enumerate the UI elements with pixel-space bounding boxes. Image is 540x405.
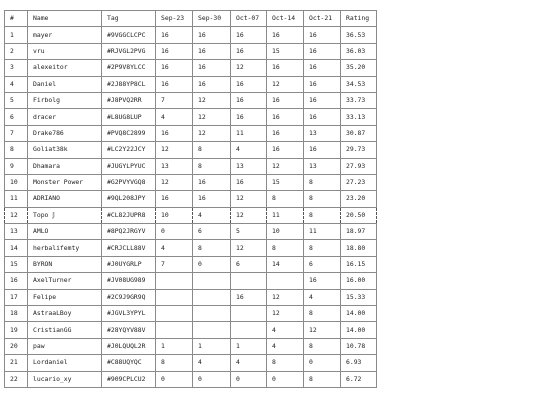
cell-name: lucario_xy — [28, 371, 102, 387]
cell-name: AxelTurner — [28, 273, 102, 289]
cell-tag: #2J88YP8CL — [102, 76, 156, 92]
cell-name: Firbolg — [28, 92, 102, 108]
cell-oct-21: 12 — [304, 322, 341, 338]
table-row — [5, 191, 377, 207]
cell-oct-14 — [267, 273, 304, 289]
cell-oct-14: 10 — [267, 224, 304, 240]
cell-sep-30 — [193, 306, 231, 322]
table-row — [5, 306, 377, 322]
cell-name: Drake786 — [28, 125, 102, 141]
cell-rating: 14.00 — [341, 322, 377, 338]
table-row — [5, 355, 377, 371]
table-row — [5, 240, 377, 256]
cell-name: Felipe — [28, 289, 102, 305]
cell-sep-30: 4 — [193, 207, 231, 223]
cell-tag: #909CPLCU2 — [102, 371, 156, 387]
cell-rating: 23.20 — [341, 191, 377, 207]
cell-oct-21: 0 — [304, 355, 341, 371]
cell-tag: #J0LQUQL2R — [102, 338, 156, 354]
cell-oct-21: 16 — [304, 43, 341, 59]
cell-name: BYRON — [28, 256, 102, 272]
cell-rating: 29.73 — [341, 142, 377, 158]
header-name: Name — [28, 11, 102, 27]
cell-sep-23: 4 — [156, 240, 193, 256]
cell-tag: #JUGYLPYUC — [102, 158, 156, 174]
cell-tag: #JV08UG989 — [102, 273, 156, 289]
cell-name: Lordaniel — [28, 355, 102, 371]
cell-oct-14: 16 — [267, 60, 304, 76]
cell-oct-21: 16 — [304, 76, 341, 92]
cell-rating: 15.33 — [341, 289, 377, 305]
cell-sep-30: 8 — [193, 142, 231, 158]
cell-tag: #9VGGCLCPC — [102, 27, 156, 43]
cell-sep-23: 7 — [156, 256, 193, 272]
table-row — [5, 273, 377, 289]
cell-rating: 10.78 — [341, 338, 377, 354]
cell-oct-14: 12 — [267, 289, 304, 305]
cell-oct-07: 4 — [231, 355, 267, 371]
cell-oct-07: 16 — [231, 109, 267, 125]
cell-oct-21: 6 — [304, 256, 341, 272]
cell-oct-14: 15 — [267, 43, 304, 59]
cell-sep-23 — [156, 273, 193, 289]
cell-oct-14: 8 — [267, 355, 304, 371]
cell-rating: 16.15 — [341, 256, 377, 272]
cell-tag: #L8UG8LUP — [102, 109, 156, 125]
leaderboard-table — [4, 10, 377, 388]
cell-oct-14: 11 — [267, 207, 304, 223]
cell-oct-07: 11 — [231, 125, 267, 141]
table-row — [5, 92, 377, 108]
cell-rank: 18 — [5, 306, 28, 322]
cell-rank: 14 — [5, 240, 28, 256]
cell-name: Daniel — [28, 76, 102, 92]
cell-rating: 33.73 — [341, 92, 377, 108]
cell-sep-23: 16 — [156, 43, 193, 59]
cell-rating: 35.20 — [341, 60, 377, 76]
cell-tag: #J8PVQ2RR — [102, 92, 156, 108]
cell-oct-21: 13 — [304, 125, 341, 141]
cell-oct-07: 4 — [231, 142, 267, 158]
cell-sep-30: 16 — [193, 60, 231, 76]
table-body — [5, 27, 377, 388]
cell-rating: 27.93 — [341, 158, 377, 174]
cell-tag: #2P9V8YLCC — [102, 60, 156, 76]
cell-rating: 18.80 — [341, 240, 377, 256]
cell-sep-23: 4 — [156, 109, 193, 125]
table-row — [5, 338, 377, 354]
cell-oct-14: 12 — [267, 158, 304, 174]
cell-oct-21: 8 — [304, 240, 341, 256]
cell-rank: 1 — [5, 27, 28, 43]
cell-sep-30: 0 — [193, 371, 231, 387]
cell-rank: 8 — [5, 142, 28, 158]
cell-tag: #JGVL3YPYL — [102, 306, 156, 322]
cell-oct-07: 12 — [231, 240, 267, 256]
cell-sep-30: 0 — [193, 256, 231, 272]
cell-tag: #RJVGL2PVG — [102, 43, 156, 59]
cell-sep-23 — [156, 306, 193, 322]
cell-rank: 3 — [5, 60, 28, 76]
cell-sep-30: 16 — [193, 27, 231, 43]
cell-oct-07: 13 — [231, 158, 267, 174]
table-row — [5, 371, 377, 387]
cell-sep-23: 12 — [156, 174, 193, 190]
cell-tag: #9QL208JPY — [102, 191, 156, 207]
table-row — [5, 158, 377, 174]
header-rank: # — [5, 11, 28, 27]
cell-oct-14: 16 — [267, 92, 304, 108]
cell-sep-30: 1 — [193, 338, 231, 354]
cell-sep-30 — [193, 289, 231, 305]
cell-rank: 4 — [5, 76, 28, 92]
cell-sep-30 — [193, 273, 231, 289]
cell-sep-23: 12 — [156, 142, 193, 158]
cell-rank: 17 — [5, 289, 28, 305]
cell-sep-30: 12 — [193, 92, 231, 108]
cell-sep-30: 12 — [193, 125, 231, 141]
cell-sep-23: 13 — [156, 158, 193, 174]
cell-name: vru — [28, 43, 102, 59]
cell-oct-07: 16 — [231, 27, 267, 43]
cell-oct-07: 16 — [231, 76, 267, 92]
cell-oct-07 — [231, 273, 267, 289]
cell-sep-23: 0 — [156, 371, 193, 387]
cell-oct-14: 12 — [267, 306, 304, 322]
cell-tag: #G2PVYVGQ8 — [102, 174, 156, 190]
cell-sep-30: 6 — [193, 224, 231, 240]
header-tag: Tag — [102, 11, 156, 27]
table-row — [5, 125, 377, 141]
cell-rating: 6.72 — [341, 371, 377, 387]
cell-rank: 19 — [5, 322, 28, 338]
cell-oct-21: 16 — [304, 142, 341, 158]
cell-rank: 7 — [5, 125, 28, 141]
cell-sep-30: 12 — [193, 109, 231, 125]
cell-oct-21: 8 — [304, 371, 341, 387]
cell-oct-21: 4 — [304, 289, 341, 305]
cell-oct-21: 16 — [304, 92, 341, 108]
cell-name: Dhamara — [28, 158, 102, 174]
cell-oct-14: 15 — [267, 174, 304, 190]
cell-oct-21: 11 — [304, 224, 341, 240]
cell-rank: 15 — [5, 256, 28, 272]
table-row — [5, 289, 377, 305]
cell-rating: 16.00 — [341, 273, 377, 289]
cell-rating: 27.23 — [341, 174, 377, 190]
cell-oct-07: 16 — [231, 92, 267, 108]
cell-oct-21: 8 — [304, 174, 341, 190]
cell-rank: 11 — [5, 191, 28, 207]
cell-oct-14: 8 — [267, 191, 304, 207]
cell-name: Monster Power — [28, 174, 102, 190]
cell-name: Topo 𝕁 — [28, 207, 102, 223]
cell-sep-23 — [156, 289, 193, 305]
cell-rating: 20.50 — [341, 207, 377, 223]
cell-sep-30: 16 — [193, 43, 231, 59]
cell-oct-14: 16 — [267, 27, 304, 43]
cell-oct-07: 16 — [231, 289, 267, 305]
cell-name: herbalifemty — [28, 240, 102, 256]
cell-rank: 16 — [5, 273, 28, 289]
header-sep-23: Sep-23 — [156, 11, 193, 27]
cell-oct-21: 8 — [304, 338, 341, 354]
cell-oct-14: 0 — [267, 371, 304, 387]
cell-oct-21: 16 — [304, 273, 341, 289]
header-row — [5, 11, 377, 27]
header-oct-14: Oct-14 — [267, 11, 304, 27]
table-row — [5, 76, 377, 92]
cell-sep-23: 16 — [156, 60, 193, 76]
cell-name: alexeitor — [28, 60, 102, 76]
cell-rating: 36.53 — [341, 27, 377, 43]
cell-tag: #PVQ8C2899 — [102, 125, 156, 141]
cell-oct-14: 14 — [267, 256, 304, 272]
cell-oct-14: 4 — [267, 322, 304, 338]
table-row — [5, 224, 377, 240]
cell-name: dracer — [28, 109, 102, 125]
cell-name: Goliat38k — [28, 142, 102, 158]
table-row — [5, 43, 377, 59]
cell-sep-30: 4 — [193, 355, 231, 371]
cell-oct-14: 4 — [267, 338, 304, 354]
cell-tag: #CRJCLL88V — [102, 240, 156, 256]
cell-oct-14: 12 — [267, 76, 304, 92]
cell-rank: 21 — [5, 355, 28, 371]
cell-sep-30: 16 — [193, 76, 231, 92]
cell-rank: 6 — [5, 109, 28, 125]
cell-oct-07: 12 — [231, 207, 267, 223]
table-row — [5, 207, 377, 223]
cell-rank: 2 — [5, 43, 28, 59]
cell-tag: #LC2Y22JCY — [102, 142, 156, 158]
cell-oct-07: 16 — [231, 174, 267, 190]
cell-oct-07: 12 — [231, 60, 267, 76]
cell-tag: #28YQYV88V — [102, 322, 156, 338]
cell-oct-21: 16 — [304, 27, 341, 43]
cell-oct-07: 16 — [231, 43, 267, 59]
cell-sep-30: 16 — [193, 191, 231, 207]
cell-rank: 5 — [5, 92, 28, 108]
cell-oct-07: 5 — [231, 224, 267, 240]
cell-oct-21: 8 — [304, 207, 341, 223]
header-sep-30: Sep-30 — [193, 11, 231, 27]
cell-oct-14: 16 — [267, 142, 304, 158]
cell-oct-07: 12 — [231, 191, 267, 207]
cell-oct-21: 16 — [304, 60, 341, 76]
cell-rating: 36.03 — [341, 43, 377, 59]
cell-oct-07: 1 — [231, 338, 267, 354]
cell-oct-07: 0 — [231, 371, 267, 387]
leaderboard-sheet — [4, 10, 377, 388]
header-rating: Rating — [341, 11, 377, 27]
table-row — [5, 256, 377, 272]
cell-sep-23: 16 — [156, 76, 193, 92]
cell-rating: 14.00 — [341, 306, 377, 322]
cell-sep-23 — [156, 322, 193, 338]
cell-rating: 34.53 — [341, 76, 377, 92]
cell-name: CristianGG — [28, 322, 102, 338]
cell-rank: 12 — [5, 207, 28, 223]
cell-sep-23: 16 — [156, 27, 193, 43]
cell-rank: 20 — [5, 338, 28, 354]
cell-rating: 30.87 — [341, 125, 377, 141]
cell-sep-23: 8 — [156, 355, 193, 371]
table-row — [5, 142, 377, 158]
table-row — [5, 109, 377, 125]
cell-sep-23: 0 — [156, 224, 193, 240]
cell-oct-14: 16 — [267, 125, 304, 141]
cell-name: mayer — [28, 27, 102, 43]
cell-rank: 10 — [5, 174, 28, 190]
cell-sep-30 — [193, 322, 231, 338]
cell-name: AMLO — [28, 224, 102, 240]
table-row — [5, 174, 377, 190]
table-row — [5, 27, 377, 43]
cell-oct-21: 13 — [304, 158, 341, 174]
cell-oct-14: 8 — [267, 240, 304, 256]
cell-tag: #CL82JUPR8 — [102, 207, 156, 223]
cell-sep-23: 16 — [156, 191, 193, 207]
cell-sep-30: 8 — [193, 240, 231, 256]
header-oct-07: Oct-07 — [231, 11, 267, 27]
cell-name: paw — [28, 338, 102, 354]
cell-tag: #8PQ2JRGYV — [102, 224, 156, 240]
cell-tag: #C88UQYQC — [102, 355, 156, 371]
cell-oct-21: 8 — [304, 191, 341, 207]
cell-oct-07: 6 — [231, 256, 267, 272]
cell-oct-21: 16 — [304, 109, 341, 125]
cell-sep-30: 8 — [193, 158, 231, 174]
header-oct-21: Oct-21 — [304, 11, 341, 27]
cell-oct-07 — [231, 306, 267, 322]
cell-oct-21: 8 — [304, 306, 341, 322]
cell-rank: 13 — [5, 224, 28, 240]
cell-rating: 6.93 — [341, 355, 377, 371]
cell-sep-23: 10 — [156, 207, 193, 223]
cell-sep-23: 16 — [156, 125, 193, 141]
cell-oct-07 — [231, 322, 267, 338]
cell-tag: #2C9J9GR9Q — [102, 289, 156, 305]
cell-rank: 9 — [5, 158, 28, 174]
cell-rank: 22 — [5, 371, 28, 387]
cell-rating: 33.13 — [341, 109, 377, 125]
cell-tag: #J0UYGRLP — [102, 256, 156, 272]
cell-sep-23: 1 — [156, 338, 193, 354]
table-row — [5, 322, 377, 338]
cell-sep-30: 16 — [193, 174, 231, 190]
cell-rating: 18.97 — [341, 224, 377, 240]
cell-name: ADRIANO — [28, 191, 102, 207]
cell-name: AstraaLBoy — [28, 306, 102, 322]
cell-sep-23: 7 — [156, 92, 193, 108]
cell-oct-14: 16 — [267, 109, 304, 125]
table-row — [5, 60, 377, 76]
